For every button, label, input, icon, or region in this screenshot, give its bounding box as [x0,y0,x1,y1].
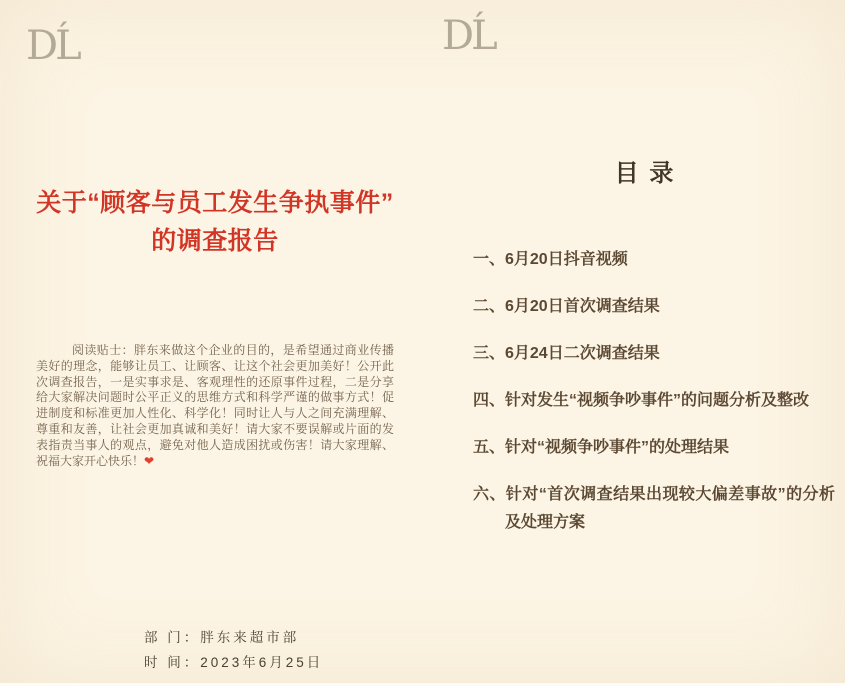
toc-item: 三、6月24日二次调查结果 [473,345,660,362]
toc-item: 四、针对发生“视频争吵事件”的问题分析及整改 [473,392,810,409]
toc-item: 一、6月20日抖音视频 [473,251,628,268]
report-title [8,184,422,260]
date-line: 时 间：2023年6月25日 [144,655,324,670]
toc-page [422,0,845,686]
toc-list [473,246,835,556]
report-title-line2: 的调查报告 [151,227,279,255]
toc-item: 六、针对“首次调查结果出现较大偏差事故”的分析及处理方案 [473,486,835,531]
dl-logo: DĹ [26,23,79,69]
reading-tips-text: 阅读贴士：胖东来做这个企业的目的，是希望通过商业传播美好的理念，能够让员工、让顾客、让这个社会更加美好！公开此次调查报告，一是实事求是、客观理性的还原事件过程，二是分享给大家解决问题时公平正义的思维方式和科学严谨的做事方式！促进制度和标准更加人性化、科学化！同时让人与人之间充满理解、尊重和友善，让社会更加真诚和美好！请大家不要误解或片面的发表指责当事人的观点，避免对他人造成困扰或伤害！请大家理解、祝福大家开心快乐！ [36,343,394,468]
heart-icon: ❤ [144,453,155,468]
reading-tips-paragraph [36,343,394,469]
cover-footer [144,625,323,675]
dl-logo: DĹ [442,13,495,59]
toc-item: 五、针对“视频争吵事件”的处理结果 [473,439,730,456]
report-title-line1: 关于“顾客与员工发生争执事件” [36,189,394,217]
department-line: 部 门：胖东来超市部 [144,630,300,645]
toc-title: 目 录 [614,160,676,187]
toc-item: 二、6月20日首次调查结果 [473,298,660,315]
